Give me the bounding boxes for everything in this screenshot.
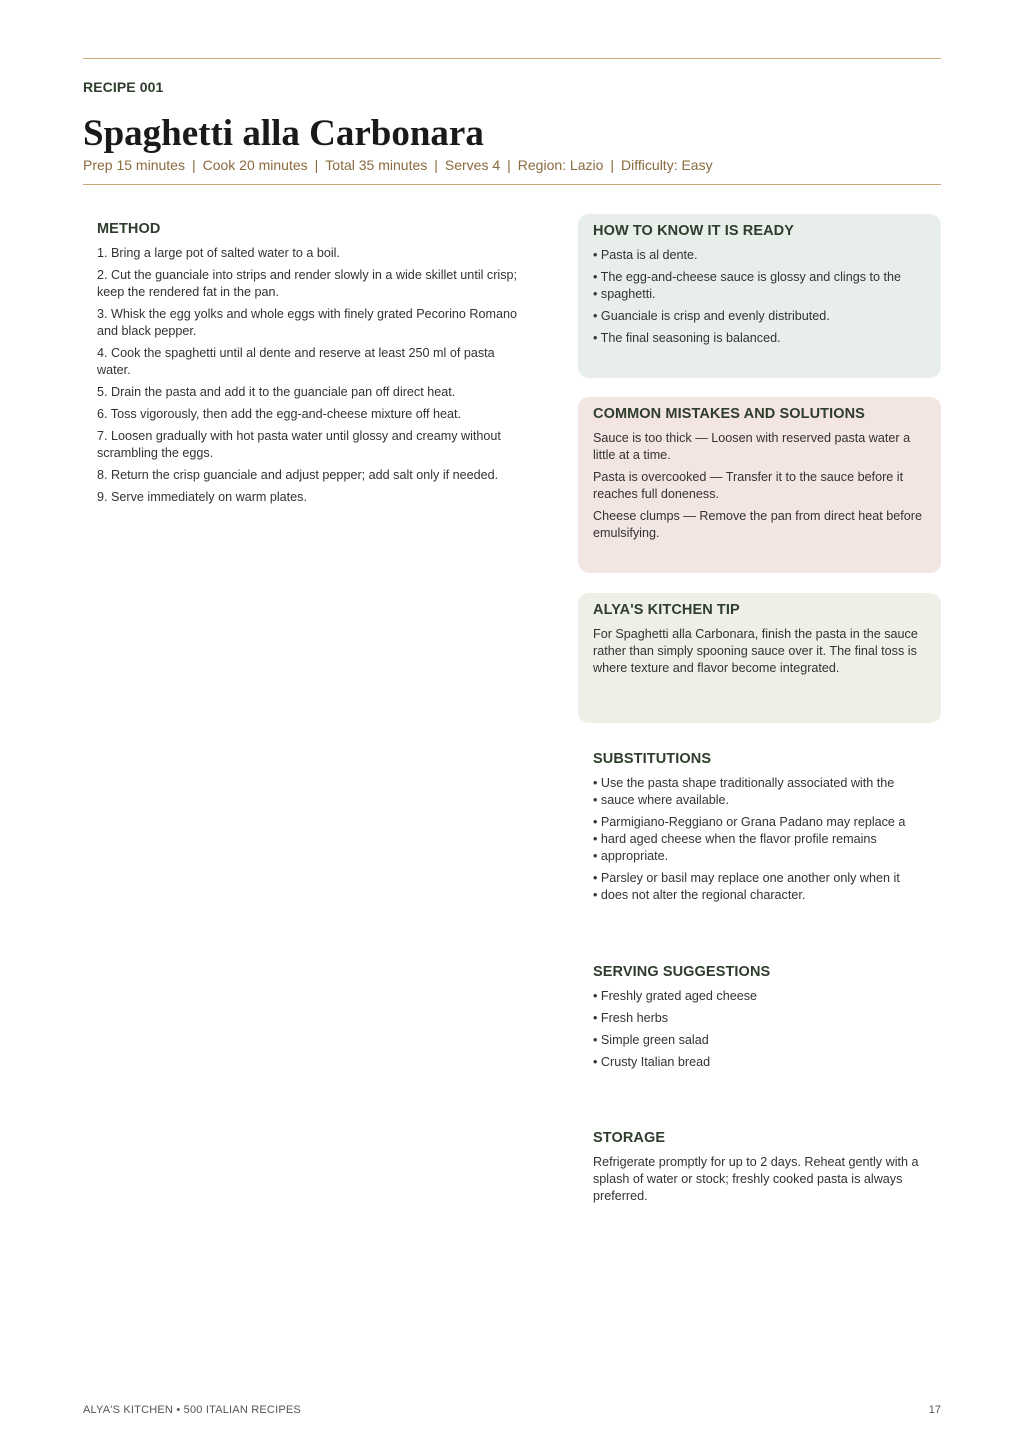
meta-separator: | [507, 157, 511, 173]
storage-section [578, 1121, 941, 1241]
ready-item: • Guanciale is crisp and evenly distributed. [593, 309, 830, 323]
meta-separator: | [434, 157, 438, 173]
header-divider [83, 184, 941, 185]
serving-item: • Crusty Italian bread [593, 1055, 711, 1069]
method-section [97, 221, 527, 511]
serving-section [578, 955, 941, 1095]
meta-separator: | [191, 157, 196, 173]
serving-item: • Fresh herbs [593, 1011, 669, 1025]
ready-item: • Pasta is al dente. [593, 248, 698, 262]
ready-item: • The final seasoning is balanced. [593, 331, 781, 345]
meta-serves: Serves 4 [444, 157, 501, 173]
ready-item: • The egg-and-cheese sauce is glossy and clings to the [593, 270, 902, 284]
tip-text: For Spaghetti alla Carbonara, finish the pasta in the sauce rather than simply spooning sauce over it. The final toss is where texture and flavor become integrated. [593, 627, 918, 675]
substitutions-heading: SUBSTITUTIONS [593, 751, 712, 767]
substitution-item: • hard aged cheese when the flavor profile remains [593, 832, 877, 846]
serving-item: • Freshly grated aged cheese [593, 989, 758, 1003]
mistakes-card [578, 397, 941, 573]
substitution-item: • Parsley or basil may replace one another only when it [593, 871, 900, 885]
substitution-item: • appropriate. [593, 849, 669, 863]
method-heading: METHOD [97, 221, 161, 237]
page-number: 17 [928, 1404, 941, 1416]
method-step: 9. Serve immediately on warm plates. [97, 490, 307, 504]
mistake-item: Pasta is overcooked — Transfer it to the sauce before it reaches full doneness. [593, 470, 904, 501]
substitution-item: • sauce where available. [593, 793, 730, 807]
method-step: 8. Return the crisp guanciale and adjust pepper; add salt only if needed. [97, 468, 499, 482]
meta-prep: Prep 15 minutes [83, 157, 185, 173]
meta-total: Total 35 minutes [325, 157, 428, 173]
method-step: 6. Toss vigorously, then add the egg-and-cheese mixture off heat. [97, 407, 462, 421]
tip-heading: ALYA'S KITCHEN TIP [593, 602, 740, 618]
serving-item: • Simple green salad [593, 1033, 709, 1047]
ready-item: • spaghetti. [593, 287, 656, 301]
storage-heading: STORAGE [593, 1130, 666, 1146]
substitution-item: • Parmigiano-Reggiano or Grana Padano may replace a [593, 815, 906, 829]
substitution-item: • Use the pasta shape traditionally associated with the [593, 776, 895, 790]
footer-book-title: ALYA'S KITCHEN • 500 ITALIAN RECIPES [83, 1404, 301, 1416]
method-step: 2. Cut the guanciale into strips and render slowly in a wide skillet until crisp; keep the rendered fat in the pan. [97, 268, 517, 299]
meta-separator: | [610, 157, 615, 173]
mistake-item: Sauce is too thick — Loosen with reserved pasta water a little at a time. [593, 431, 911, 462]
method-step: 1. Bring a large pot of salted water to a boil. [97, 246, 340, 260]
method-step: 3. Whisk the egg yolks and whole eggs with finely grated Pecorino Romano and black pepper. [97, 307, 518, 338]
recipe-number: RECIPE 001 [83, 79, 164, 95]
recipe-meta [83, 157, 713, 173]
storage-text: Refrigerate promptly for up to 2 days. Reheat gently with a splash of water or stock; freshly cooked pasta is always preferred. [593, 1155, 919, 1203]
meta-region: Region: Lazio [517, 157, 604, 173]
method-step: 5. Drain the pasta and add it to the guanciale pan off direct heat. [97, 385, 456, 399]
recipe-title: Spaghetti alla Carbonara [83, 113, 484, 154]
ready-heading: HOW TO KNOW IT IS READY [593, 223, 795, 239]
meta-separator: | [314, 157, 319, 173]
method-step: 4. Cook the spaghetti until al dente and reserve at least 250 ml of pasta water. [97, 346, 495, 377]
serving-heading: SERVING SUGGESTIONS [593, 964, 771, 980]
method-step: 7. Loosen gradually with hot pasta water until glossy and creamy without scrambling the eggs. [97, 429, 501, 460]
recipe-page [83, 0, 941, 1448]
substitutions-section [578, 742, 941, 922]
meta-difficulty: Difficulty: Easy [621, 157, 713, 173]
kitchen-tip-card [578, 593, 941, 723]
ready-card [578, 214, 941, 378]
mistakes-heading: COMMON MISTAKES AND SOLUTIONS [593, 406, 865, 422]
substitution-item: • does not alter the regional character. [593, 888, 806, 902]
meta-cook: Cook 20 minutes [202, 157, 308, 173]
top-divider [83, 58, 941, 59]
mistake-item: Cheese clumps — Remove the pan from direct heat before emulsifying. [593, 509, 922, 540]
